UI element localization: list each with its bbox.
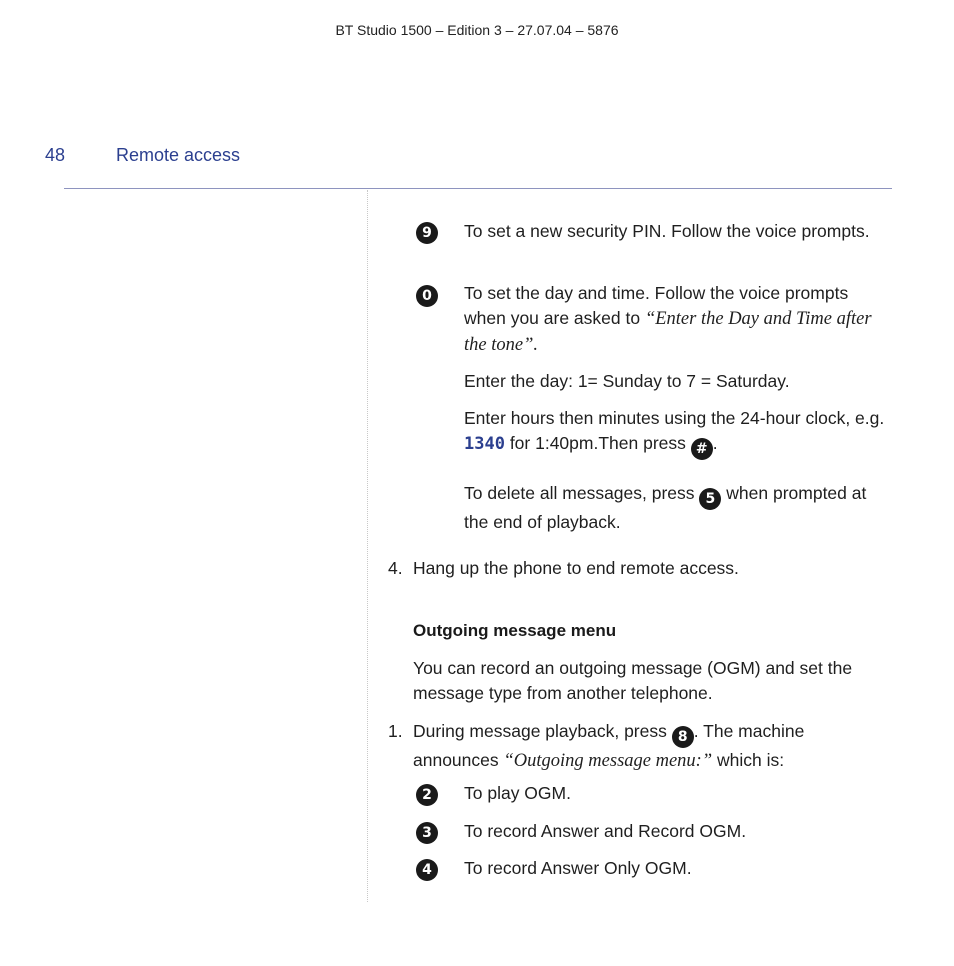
hours-line-pre: Enter hours then minutes using the 24-hour clock, e.g. xyxy=(464,408,885,428)
item-0-text-plain: To set the day and time. Follow the voice prompts when you are asked to xyxy=(464,283,849,328)
document-header: BT Studio 1500 – Edition 3 – 27.07.04 – 5876 xyxy=(335,22,619,38)
option-3-text: To record Answer and Record OGM. xyxy=(464,821,747,841)
hours-line-post: for 1:40pm.Then press xyxy=(504,433,691,453)
key-5-icon: 5 xyxy=(699,488,721,510)
day-line: Enter the day: 1= Sunday to 7 = Saturday. xyxy=(464,371,790,391)
section-title: Remote access xyxy=(116,145,241,165)
step-1-post: which is: xyxy=(712,750,785,770)
header-rule xyxy=(64,188,892,189)
key-9-icon: 9 xyxy=(416,222,438,244)
key-3-icon: 3 xyxy=(416,822,438,844)
example-time: 1340 xyxy=(464,434,505,454)
step-1-italic: “Outgoing message menu:” xyxy=(503,751,713,771)
step-1-text xyxy=(413,719,883,774)
key-4-icon: 4 xyxy=(416,859,438,881)
delete-line-pre: To delete all messages, press xyxy=(464,483,700,503)
key-2-icon: 2 xyxy=(416,784,438,806)
item-0-text-italic: “Enter the Day and Time after the tone”. xyxy=(464,309,872,355)
hours-line xyxy=(464,406,894,460)
delete-line xyxy=(464,481,894,535)
step-1-pre: During message playback, press xyxy=(413,721,672,741)
step-1-mid: . The machine announces xyxy=(413,721,805,770)
option-2-text: To play OGM. xyxy=(464,783,571,803)
delete-line-post: when prompted at the end of playback. xyxy=(464,483,867,532)
hash-key-icon: # xyxy=(691,438,713,460)
step-1-number: 1. xyxy=(388,721,403,741)
hours-line-end: . xyxy=(712,433,718,453)
ogm-heading: Outgoing message menu xyxy=(413,621,617,640)
step-4-number: 4. xyxy=(388,558,403,578)
option-4-text: To record Answer Only OGM. xyxy=(464,858,692,878)
page-number: 48 xyxy=(45,145,66,165)
key-0-icon: 0 xyxy=(416,285,438,307)
step-4-text: Hang up the phone to end remote access. xyxy=(413,558,739,578)
column-divider xyxy=(367,190,368,902)
item-9-text: To set a new security PIN. Follow the voice prompts. xyxy=(464,221,870,241)
item-0-text xyxy=(464,281,889,358)
key-8-icon: 8 xyxy=(672,726,694,748)
ogm-intro: You can record an outgoing message (OGM) and set the message type from another telephone. xyxy=(413,658,853,703)
